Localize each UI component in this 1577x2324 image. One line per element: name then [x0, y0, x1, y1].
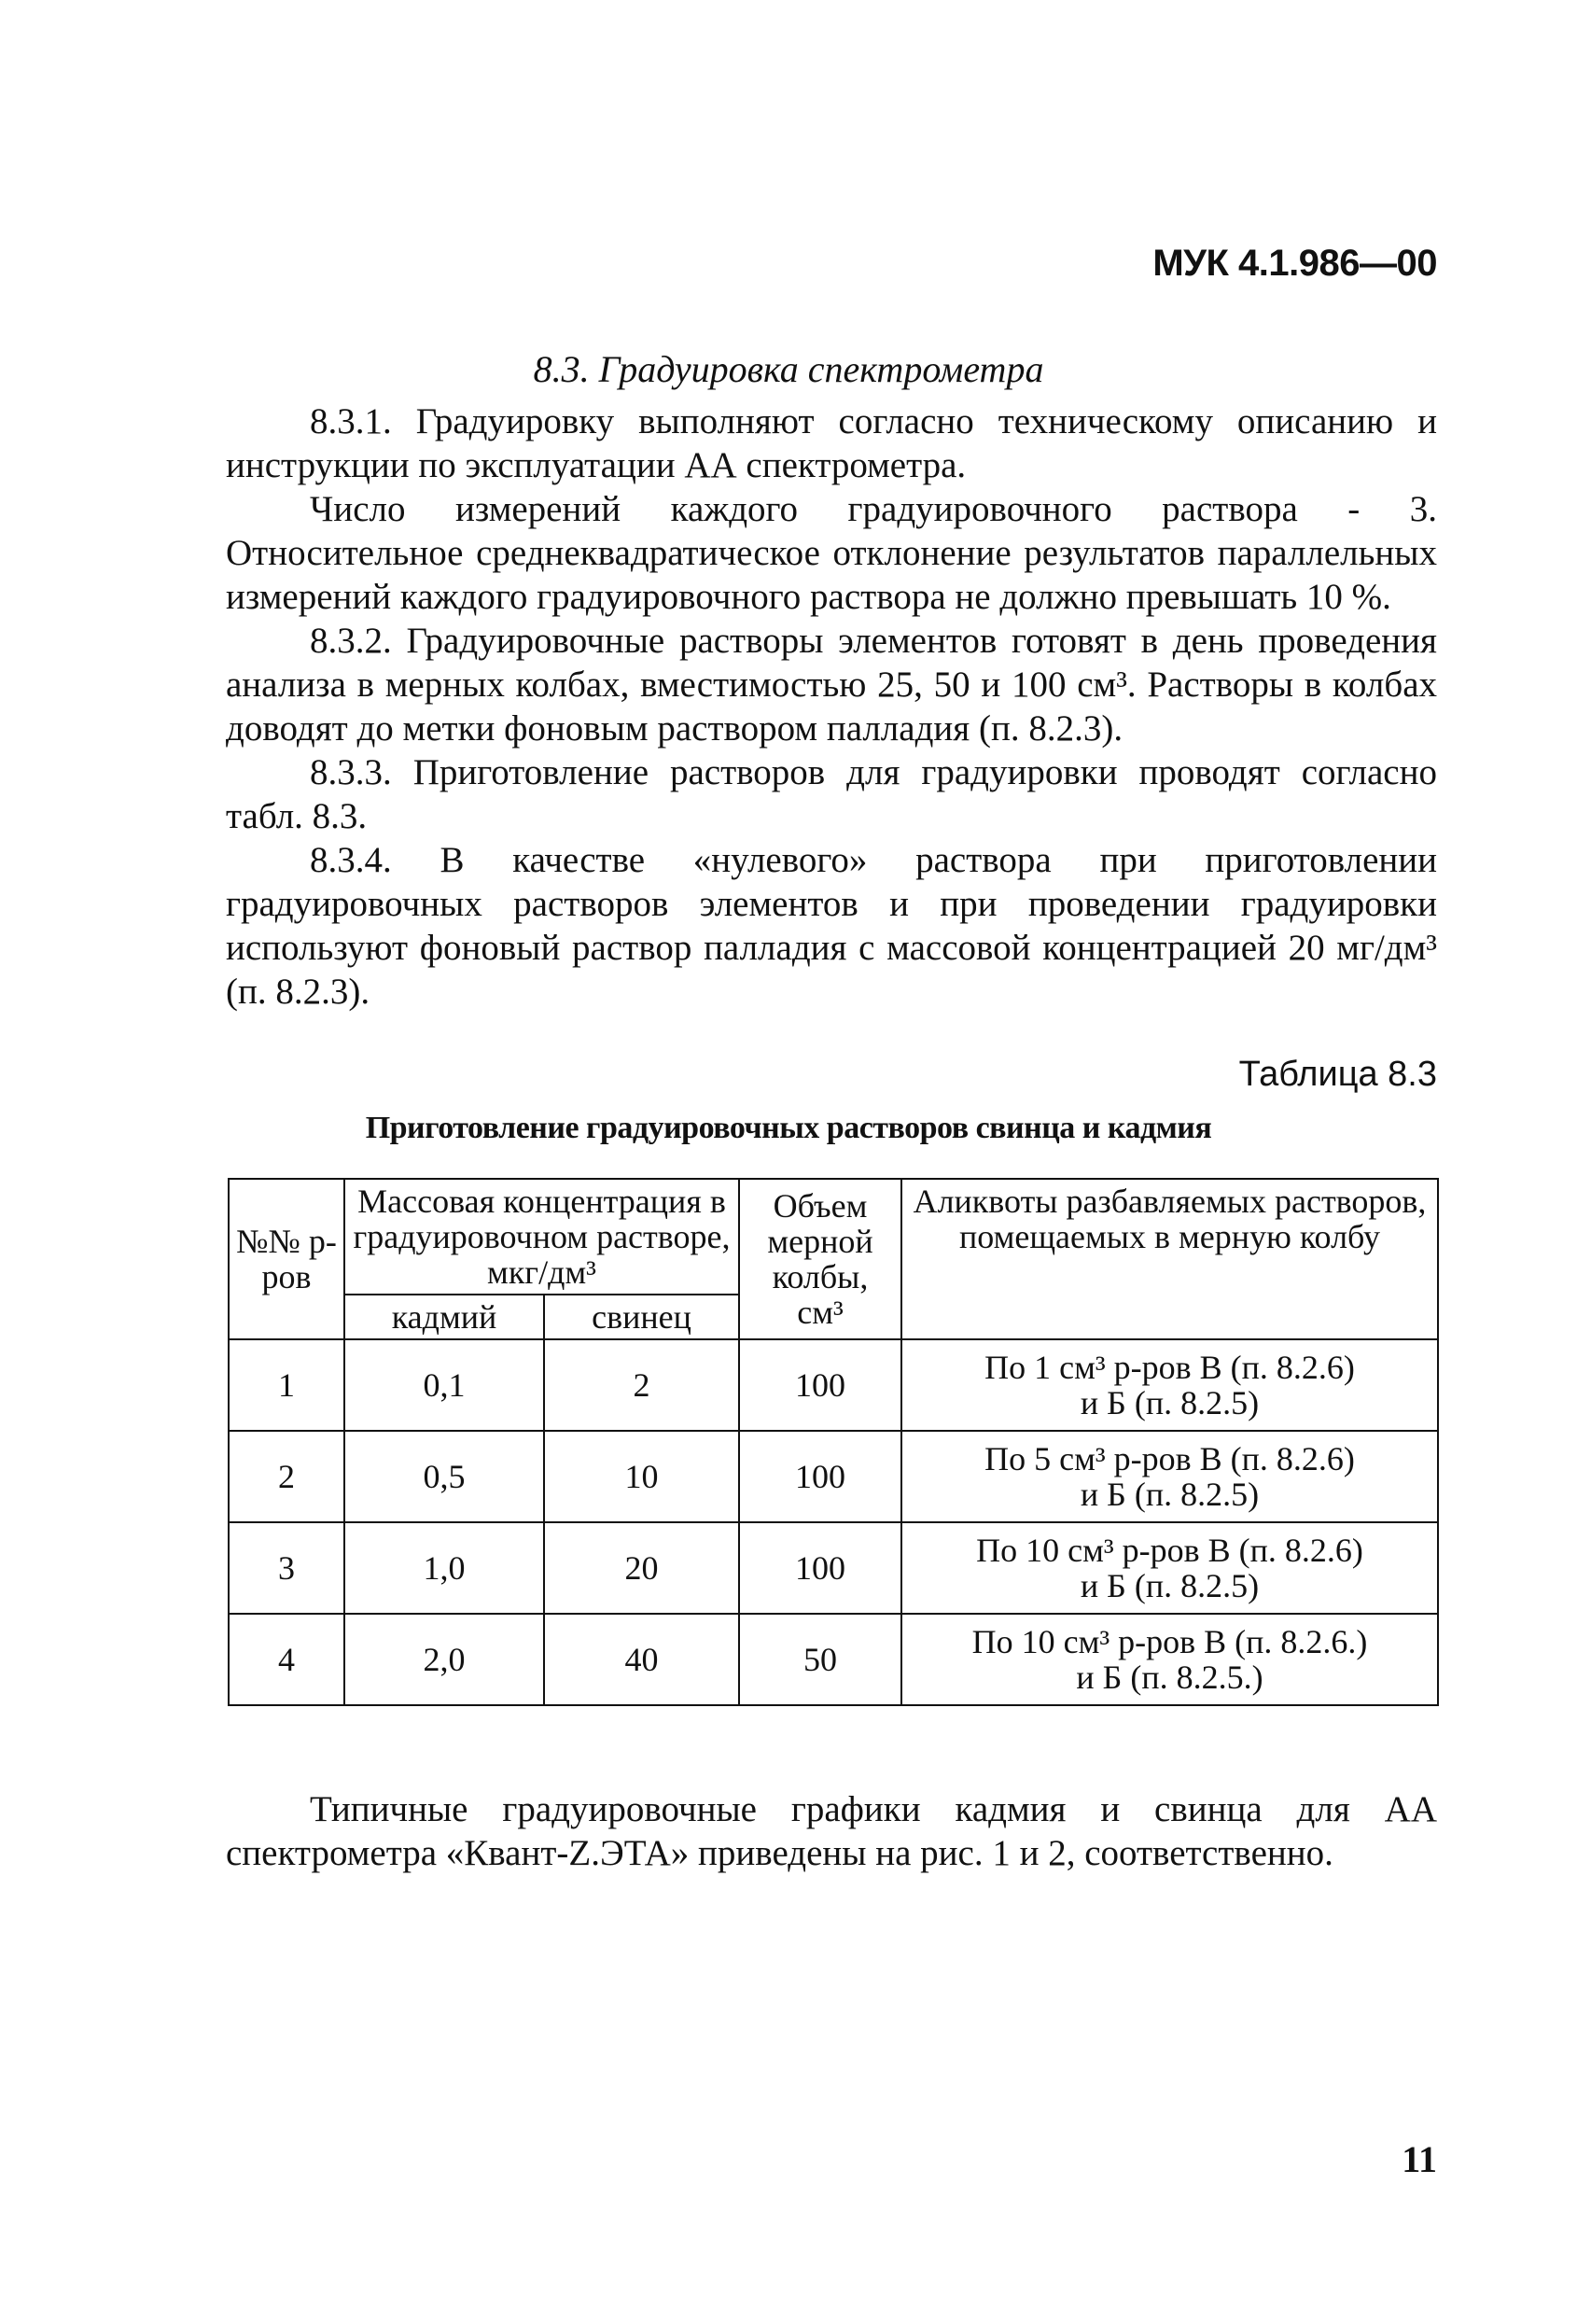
header-lead: свинец — [544, 1295, 739, 1339]
header-solution-number: №№ р-ров — [229, 1179, 344, 1339]
cell-cadmium: 1,0 — [344, 1522, 544, 1614]
paragraph-8-3-4: 8.3.4. В качестве «нулевого» раствора при приготовлении градуировочных растворов элементов и при проведении градуировки используют фоновый раствор палладия с массовой концентрацией 20 мг/дм³ (п. 8.2.3). — [226, 840, 1437, 1012]
cell-lead: 20 — [544, 1522, 739, 1614]
cell-volume: 100 — [739, 1339, 901, 1431]
table-label: Таблица 8.3 — [1238, 1055, 1437, 1094]
table-caption: Приготовление градуировочных растворов свинца и кадмия — [365, 1111, 1212, 1145]
cell-aliquot — [901, 1614, 1438, 1705]
header-cadmium: кадмий — [344, 1295, 544, 1339]
aliquot-line-2: и Б (п. 8.2.5.) — [1076, 1659, 1263, 1696]
aliquot-line-2: и Б (п. 8.2.5) — [1080, 1476, 1260, 1513]
cell-cadmium: 0,5 — [344, 1431, 544, 1522]
cell-number: 4 — [229, 1614, 344, 1705]
table-row — [229, 1614, 1438, 1705]
cell-aliquot — [901, 1339, 1438, 1431]
header-concentration: Массовая концентрация в градуировочном растворе, мкг/дм³ — [344, 1179, 739, 1295]
footer-paragraph: Типичные градуировочные графики кадмия и свинца для АА спектрометра «Квант-Z.ЭТА» приведены на рис. 1 и 2, соответственно. — [226, 1789, 1437, 1873]
cell-lead: 2 — [544, 1339, 739, 1431]
header-aliquots: Аликвоты разбавляемых растворов, помещаемых в мерную колбу — [901, 1179, 1438, 1339]
aliquot-line-2: и Б (п. 8.2.5) — [1080, 1567, 1260, 1604]
paragraph-measurements: Число измерений каждого градуировочного раствора - 3. Относительное среднеквадратическое отклонение результатов параллельных измерений каждого градуировочного раствора не должно превышать 10 %. — [226, 489, 1437, 617]
cell-volume: 100 — [739, 1522, 901, 1614]
section-title: 8.3. Градуировка спектрометра — [533, 348, 1044, 390]
table-row — [229, 1522, 1438, 1614]
aliquot-line-1: По 10 см³ р-ров В (п. 8.2.6.) — [971, 1623, 1368, 1660]
header-flask-volume: Объем мерной колбы, см³ — [739, 1179, 901, 1339]
cell-volume: 100 — [739, 1431, 901, 1522]
paragraph-8-3-3: 8.3.3. Приготовление растворов для градуировки проводят согласно табл. 8.3. — [226, 752, 1437, 836]
cell-volume: 50 — [739, 1614, 901, 1705]
cell-number: 1 — [229, 1339, 344, 1431]
table-row — [229, 1339, 1438, 1431]
cell-aliquot — [901, 1431, 1438, 1522]
paragraph-8-3-1: 8.3.1. Градуировку выполняют согласно техническому описанию и инструкции по эксплуатации АА спектрометра. — [226, 401, 1437, 485]
cell-cadmium: 2,0 — [344, 1614, 544, 1705]
cell-lead: 10 — [544, 1431, 739, 1522]
paragraph-8-3-2: 8.3.2. Градуировочные растворы элементов готовят в день проведения анализа в мерных колбах, вместимостью 25, 50 и 100 см³. Растворы в колбах доводят до метки фоновым раствором палладия (п. 8.2.3). — [226, 621, 1437, 749]
body-text — [226, 399, 1437, 1014]
cell-lead: 40 — [544, 1614, 739, 1705]
calibration-table — [228, 1178, 1439, 1706]
aliquot-line-1: По 1 см³ р-ров В (п. 8.2.6) — [984, 1349, 1355, 1386]
table-row — [229, 1431, 1438, 1522]
cell-number: 3 — [229, 1522, 344, 1614]
cell-aliquot — [901, 1522, 1438, 1614]
aliquot-line-1: По 10 см³ р-ров В (п. 8.2.6) — [976, 1532, 1363, 1569]
cell-number: 2 — [229, 1431, 344, 1522]
page-number: 11 — [1402, 2138, 1437, 2180]
table-header-row — [229, 1179, 1438, 1295]
aliquot-line-1: По 5 см³ р-ров В (п. 8.2.6) — [984, 1440, 1355, 1477]
cell-cadmium: 0,1 — [344, 1339, 544, 1431]
aliquot-line-2: и Б (п. 8.2.5) — [1080, 1384, 1260, 1421]
document-code: МУК 4.1.986—00 — [1152, 243, 1437, 284]
